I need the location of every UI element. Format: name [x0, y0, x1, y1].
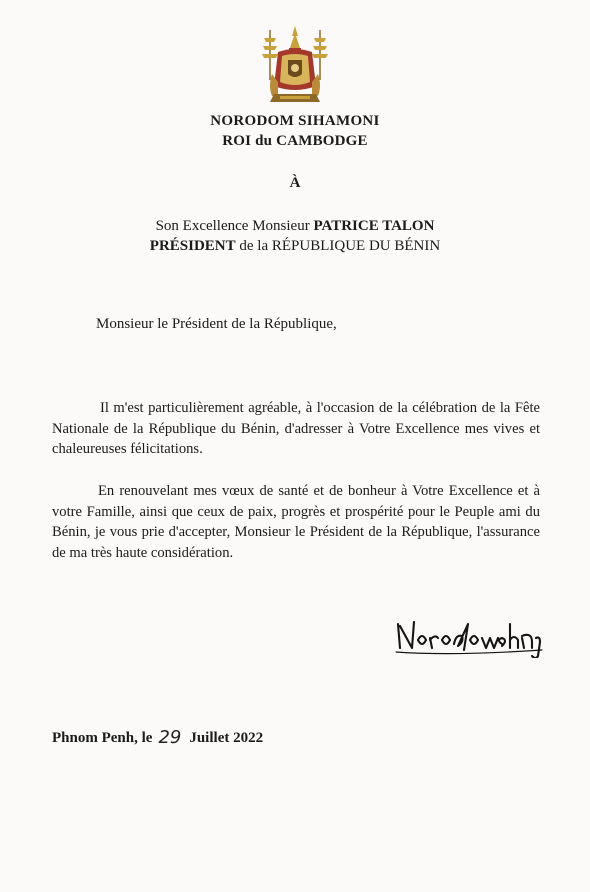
recipient-office: PRÉSIDENT [149, 238, 236, 254]
recipient-country: de la RÉPUBLIQUE DU BÉNIN [235, 238, 441, 254]
sender-title: ROI du CAMBODGE [222, 133, 368, 149]
closing-day: 29 [158, 727, 182, 748]
recipient-name: PATRICE TALON [313, 218, 435, 234]
handwritten-signature [392, 614, 550, 658]
closing-month-year: Juillet 2022 [189, 730, 264, 746]
sender-name: NORODOM SIHAMONI [210, 113, 380, 129]
salutation: Monsieur le Président de la République, [96, 316, 337, 332]
closing-place: Phnom Penh, le [52, 730, 153, 746]
to-marker: À [289, 175, 301, 191]
recipient-honorific: Son Excellence Monsieur [155, 218, 314, 234]
closing-place-date [52, 726, 263, 747]
body-paragraph-1: Il m'est particulièrement agréable, à l'occasion de la célébration de la Fête Nationale de la République du Bénin, d'adresser à Votre Excellence mes vives et chaleureuses félicitations. [52, 400, 540, 457]
recipient-line-1 [0, 218, 590, 235]
royal-coat-of-arms-icon [258, 24, 332, 104]
body-paragraph-2: En renouvelant mes vœux de santé et de bonheur à Votre Excellence et à votre Famille, ainsi que ceux de paix, progrès et prospérité pour le Peuple ami du Bénin, je vous prie d'accepter, Monsieur le Président de la République, l'assurance de ma très haute considération. [52, 483, 540, 561]
recipient-line-2 [0, 238, 590, 255]
